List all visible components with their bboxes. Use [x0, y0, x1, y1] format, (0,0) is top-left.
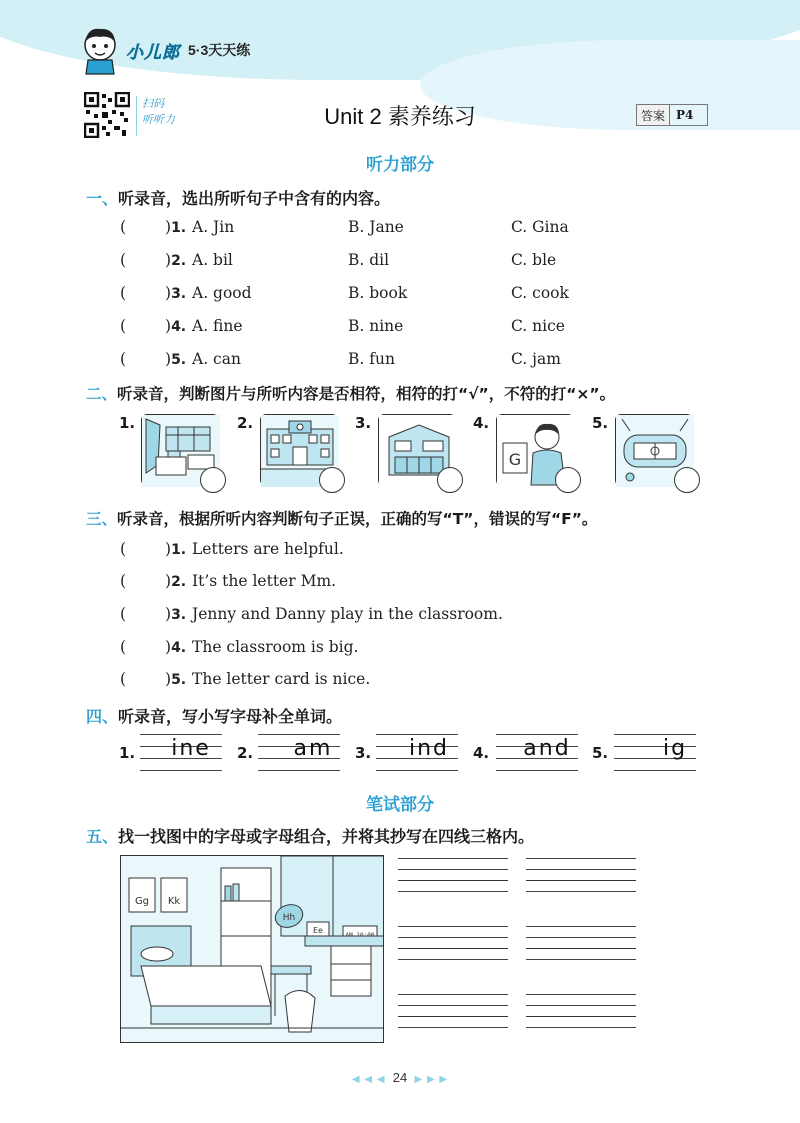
q4-item-label: 2.: [237, 744, 254, 762]
q1-option-a: A. good: [192, 284, 252, 302]
q1-answer-slot[interactable]: )5.: [165, 350, 187, 368]
svg-text:Ee: Ee: [313, 926, 323, 935]
answer-page: P4: [676, 108, 694, 122]
q2-picture-shop: [378, 414, 456, 486]
q1-option-b: B. Jane: [348, 218, 404, 236]
svg-text:Gg: Gg: [134, 896, 150, 907]
q2-picture-label: 4.: [473, 414, 490, 432]
page-number: 24: [392, 1070, 408, 1085]
question-3-text: 听录音，根据所听内容判断句子正误，正确的写“T”，错误的写“F”。: [117, 510, 598, 528]
q2-answer-circle[interactable]: [437, 467, 463, 493]
q1-answer-slot[interactable]: )4.: [165, 317, 187, 335]
q3-answer-slot[interactable]: )5.: [165, 670, 187, 688]
page-title: Unit 2 素养练习: [324, 104, 476, 129]
chair-icon: [271, 966, 311, 974]
q4-word-ending: ig: [662, 736, 688, 761]
question-2-text: 听录音，判断图片与所听内容是否相符，相符的打“√”，不符的打“×”。: [117, 385, 616, 403]
q4-word-ending: ind: [408, 736, 450, 761]
q2-picture-playground: [615, 414, 693, 486]
q2-picture-label: 1.: [119, 414, 136, 432]
q2-picture-label: 5.: [592, 414, 609, 432]
q3-answer-slot[interactable]: )4.: [165, 638, 187, 656]
page-footer: [0, 1070, 800, 1085]
q1-option-b: B. dil: [348, 251, 390, 269]
clothes-icon: [285, 990, 315, 1032]
q5-writing-grid[interactable]: [526, 926, 636, 960]
q1-answer-slot[interactable]: )1.: [165, 218, 187, 236]
q2-picture-label: 3.: [355, 414, 372, 432]
q5-writing-grid[interactable]: [398, 994, 508, 1028]
q1-option-c: C. nice: [511, 317, 565, 335]
scan-label-line1: 扫码: [142, 97, 164, 110]
question-1-heading: [86, 186, 390, 209]
question-5-number: 五、: [86, 827, 119, 846]
q2-answer-circle[interactable]: [200, 467, 226, 493]
footer-right-arrows-icon: ▶ ▶ ▶: [414, 1074, 449, 1085]
q5-writing-grid[interactable]: [398, 926, 508, 960]
question-4-text: 听录音，写小写字母补全单词。: [118, 707, 343, 726]
q1-option-a: A. can: [192, 350, 241, 368]
card-letter-g: G: [508, 450, 522, 469]
q2-picture-boy-card: [496, 414, 574, 486]
q4-word-ending: and: [523, 736, 571, 761]
q3-sentence: Jenny and Danny play in the classroom.: [192, 605, 503, 623]
q3-answer-slot[interactable]: )2.: [165, 572, 187, 590]
q2-picture-school: [260, 414, 338, 486]
q5-writing-grid[interactable]: [526, 994, 636, 1028]
desk-icon: [305, 936, 384, 946]
svg-text:Hh: Hh: [282, 913, 296, 923]
q4-item-label: 1.: [119, 744, 136, 762]
q1-answer-slot[interactable]: )2.: [165, 251, 187, 269]
bedroom-illustration: [120, 855, 384, 1043]
q1-answer-slot[interactable]: )3.: [165, 284, 187, 302]
question-5-heading: [86, 824, 534, 847]
question-4-heading: [86, 704, 342, 727]
bed-icon: [141, 966, 271, 1006]
q2-answer-circle[interactable]: [319, 467, 345, 493]
q3-sentence: Letters are helpful.: [192, 540, 344, 558]
q4-word-ending: ine: [171, 736, 211, 761]
q4-item-label: 5.: [592, 744, 609, 762]
question-1-text: 听录音，选出所听句子中含有的内容。: [118, 189, 391, 208]
question-1-number: 一、: [86, 189, 119, 208]
q4-four-line-grid[interactable]: [496, 734, 578, 772]
question-3-heading: [86, 507, 597, 529]
q5-writing-grid[interactable]: [398, 858, 508, 892]
q5-writing-grid[interactable]: [526, 858, 636, 892]
q4-four-line-grid[interactable]: [614, 734, 696, 772]
question-2-number: 二、: [86, 385, 118, 403]
q1-option-c: C. Gina: [511, 218, 569, 236]
q4-word-ending: am: [293, 736, 333, 761]
svg-text:Kk: Kk: [167, 896, 181, 907]
section-writing-title: 笔试部分: [366, 795, 434, 815]
q3-sentence: The letter card is nice.: [192, 670, 371, 688]
q4-four-line-grid[interactable]: [140, 734, 222, 772]
section-listening-title: 听力部分: [366, 155, 434, 175]
q1-option-c: C. jam: [511, 350, 561, 368]
q3-answer-slot[interactable]: )1.: [165, 540, 187, 558]
mascot-boy-icon: [78, 25, 122, 75]
q1-option-c: C. ble: [511, 251, 557, 269]
question-2-heading: [86, 382, 615, 404]
q1-option-b: B. nine: [348, 317, 404, 335]
answer-page-badge[interactable]: [636, 104, 708, 126]
q4-item-label: 3.: [355, 744, 372, 762]
brand-series: 5·3天天练: [188, 42, 251, 58]
q4-four-line-grid[interactable]: [376, 734, 458, 772]
q1-option-b: B. book: [348, 284, 408, 302]
q3-sentence: It’s the letter Mm.: [192, 572, 337, 590]
q2-picture-label: 2.: [237, 414, 254, 432]
q2-picture-classroom: [141, 414, 219, 486]
q3-sentence: The classroom is big.: [192, 638, 359, 656]
q2-answer-circle[interactable]: [674, 467, 700, 493]
q3-answer-slot[interactable]: )3.: [165, 605, 187, 623]
q1-option-c: C. cook: [511, 284, 569, 302]
scan-label-line2: 听听力: [142, 113, 175, 126]
question-5-text: 找一找图中的字母或字母组合，并将其抄写在四线三格内。: [118, 827, 535, 846]
footer-left-arrows-icon: ◀ ◀ ◀: [351, 1074, 386, 1085]
brand-name: 小儿郎: [126, 42, 180, 62]
q4-four-line-grid[interactable]: [258, 734, 340, 772]
question-3-number: 三、: [86, 510, 118, 528]
q1-option-a: A. bil: [192, 251, 233, 269]
q1-option-a: A. fine: [192, 317, 243, 335]
brand-logo: [78, 30, 250, 70]
question-4-number: 四、: [86, 707, 119, 726]
answer-label: 答案: [637, 105, 670, 125]
q1-option-a: A. Jin: [192, 218, 235, 236]
q2-answer-circle[interactable]: [555, 467, 581, 493]
q4-item-label: 4.: [473, 744, 490, 762]
q1-option-b: B. fun: [348, 350, 395, 368]
